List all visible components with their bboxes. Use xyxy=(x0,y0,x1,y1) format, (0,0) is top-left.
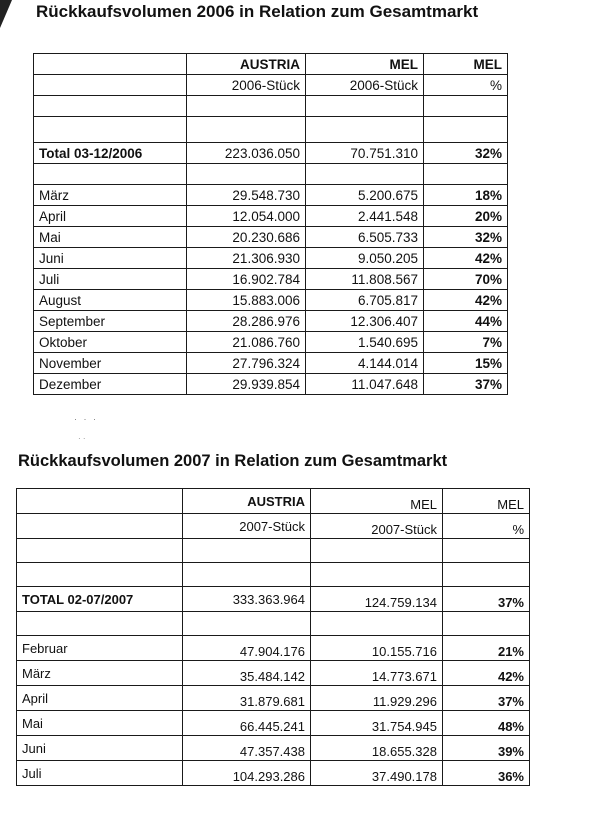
spacer-row xyxy=(17,563,530,587)
header-austria: AUSTRIA xyxy=(187,54,306,75)
month-label: Mai xyxy=(17,711,183,736)
austria-value: 35.484.142 xyxy=(183,661,311,686)
mel-pct: 42% xyxy=(443,661,530,686)
austria-value: 16.902.784 xyxy=(187,269,306,290)
austria-value: 47.904.176 xyxy=(183,636,311,661)
month-label: Juni xyxy=(17,736,183,761)
subheader-row xyxy=(34,75,508,96)
austria-value: 47.357.438 xyxy=(183,736,311,761)
month-label: April xyxy=(17,686,183,711)
month-row xyxy=(17,686,530,711)
header-row xyxy=(17,489,530,514)
month-label: Juli xyxy=(17,761,183,786)
austria-value: 12.054.000 xyxy=(187,206,306,227)
total-row xyxy=(17,587,530,612)
mel-value: 31.754.945 xyxy=(311,711,443,736)
month-row xyxy=(17,711,530,736)
month-label: November xyxy=(34,353,187,374)
month-row xyxy=(34,332,508,353)
month-label: März xyxy=(34,185,187,206)
header-mel: MEL xyxy=(311,489,443,514)
subheader-pct: % xyxy=(443,514,530,539)
header-row xyxy=(34,54,508,75)
subheader-pct: % xyxy=(424,75,508,96)
mel-value: 2.441.548 xyxy=(306,206,424,227)
scan-speckle: · · · xyxy=(74,414,98,424)
month-label: Februar xyxy=(17,636,183,661)
month-row xyxy=(34,269,508,290)
spacer-row xyxy=(34,117,508,143)
header-mel-pct: MEL xyxy=(443,489,530,514)
scan-speckle: · · xyxy=(78,434,86,443)
mel-value: 1.540.695 xyxy=(306,332,424,353)
month-row xyxy=(34,353,508,374)
month-row xyxy=(34,248,508,269)
mel-value: 11.047.648 xyxy=(306,374,424,395)
header-austria: AUSTRIA xyxy=(183,489,311,514)
mel-pct: 20% xyxy=(424,206,508,227)
month-row xyxy=(17,761,530,786)
mel-value: 12.306.407 xyxy=(306,311,424,332)
month-row xyxy=(17,736,530,761)
austria-value: 15.883.006 xyxy=(187,290,306,311)
subheader-mel: 2007-Stück xyxy=(311,514,443,539)
total-austria: 223.036.050 xyxy=(187,143,306,164)
total-austria: 333.363.964 xyxy=(183,587,311,612)
mel-value: 9.050.205 xyxy=(306,248,424,269)
mel-value: 6.705.817 xyxy=(306,290,424,311)
mel-value: 5.200.675 xyxy=(306,185,424,206)
month-label: Mai xyxy=(34,227,187,248)
total-pct: 37% xyxy=(443,587,530,612)
total-pct: 32% xyxy=(424,143,508,164)
month-row xyxy=(34,227,508,248)
header-cell-empty xyxy=(34,54,187,75)
mel-value: 4.144.014 xyxy=(306,353,424,374)
austria-value: 29.939.854 xyxy=(187,374,306,395)
month-row xyxy=(34,206,508,227)
mel-pct: 48% xyxy=(443,711,530,736)
total-mel: 70.751.310 xyxy=(306,143,424,164)
month-label: Juli xyxy=(34,269,187,290)
month-label: April xyxy=(34,206,187,227)
subheader-austria: 2006-Stück xyxy=(187,75,306,96)
austria-value: 28.286.976 xyxy=(187,311,306,332)
spacer-row xyxy=(34,96,508,117)
table-2006 xyxy=(33,53,508,395)
mel-pct: 42% xyxy=(424,248,508,269)
mel-pct: 32% xyxy=(424,227,508,248)
mel-value: 14.773.671 xyxy=(311,661,443,686)
mel-value: 11.808.567 xyxy=(306,269,424,290)
month-label: Dezember xyxy=(34,374,187,395)
austria-value: 29.548.730 xyxy=(187,185,306,206)
mel-pct: 36% xyxy=(443,761,530,786)
mel-pct: 21% xyxy=(443,636,530,661)
mel-pct: 70% xyxy=(424,269,508,290)
subheader-row xyxy=(17,514,530,539)
month-label: September xyxy=(34,311,187,332)
month-label: Oktober xyxy=(34,332,187,353)
mel-pct: 7% xyxy=(424,332,508,353)
title-2006: Rückkaufsvolumen 2006 in Relation zum Gesamtmarkt xyxy=(36,2,479,21)
subheader-austria: 2007-Stück xyxy=(183,514,311,539)
total-mel: 124.759.134 xyxy=(311,587,443,612)
spacer-row xyxy=(34,164,508,185)
mel-pct: 37% xyxy=(443,686,530,711)
month-rows-2006 xyxy=(34,185,508,395)
total-label: TOTAL 02-07/2007 xyxy=(17,587,183,612)
austria-value: 20.230.686 xyxy=(187,227,306,248)
mel-pct: 15% xyxy=(424,353,508,374)
mel-pct: 42% xyxy=(424,290,508,311)
spacer-row xyxy=(17,612,530,636)
month-row xyxy=(34,185,508,206)
mel-value: 37.490.178 xyxy=(311,761,443,786)
austria-value: 21.306.930 xyxy=(187,248,306,269)
mel-pct: 37% xyxy=(424,374,508,395)
month-row xyxy=(17,636,530,661)
mel-value: 6.505.733 xyxy=(306,227,424,248)
mel-pct: 44% xyxy=(424,311,508,332)
month-label: August xyxy=(34,290,187,311)
header-mel-pct: MEL xyxy=(424,54,508,75)
title-2007: Rückkaufsvolumen 2007 in Relation zum Gesamtmarkt xyxy=(18,452,448,470)
mel-value: 11.929.296 xyxy=(311,686,443,711)
month-label: März xyxy=(17,661,183,686)
month-row xyxy=(34,311,508,332)
subheader-mel: 2006-Stück xyxy=(306,75,424,96)
month-row xyxy=(34,290,508,311)
austria-value: 104.293.286 xyxy=(183,761,311,786)
mel-pct: 39% xyxy=(443,736,530,761)
month-row xyxy=(17,661,530,686)
mel-pct: 18% xyxy=(424,185,508,206)
austria-value: 27.796.324 xyxy=(187,353,306,374)
austria-value: 66.445.241 xyxy=(183,711,311,736)
mel-value: 18.655.328 xyxy=(311,736,443,761)
mel-value: 10.155.716 xyxy=(311,636,443,661)
month-label: Juni xyxy=(34,248,187,269)
total-row xyxy=(34,143,508,164)
month-rows-2007 xyxy=(17,636,530,786)
spacer-row xyxy=(17,539,530,563)
scan-corner-mark xyxy=(0,0,12,28)
table-2007 xyxy=(16,488,530,786)
month-row xyxy=(34,374,508,395)
total-label: Total 03-12/2006 xyxy=(34,143,187,164)
austria-value: 21.086.760 xyxy=(187,332,306,353)
header-mel: MEL xyxy=(306,54,424,75)
austria-value: 31.879.681 xyxy=(183,686,311,711)
